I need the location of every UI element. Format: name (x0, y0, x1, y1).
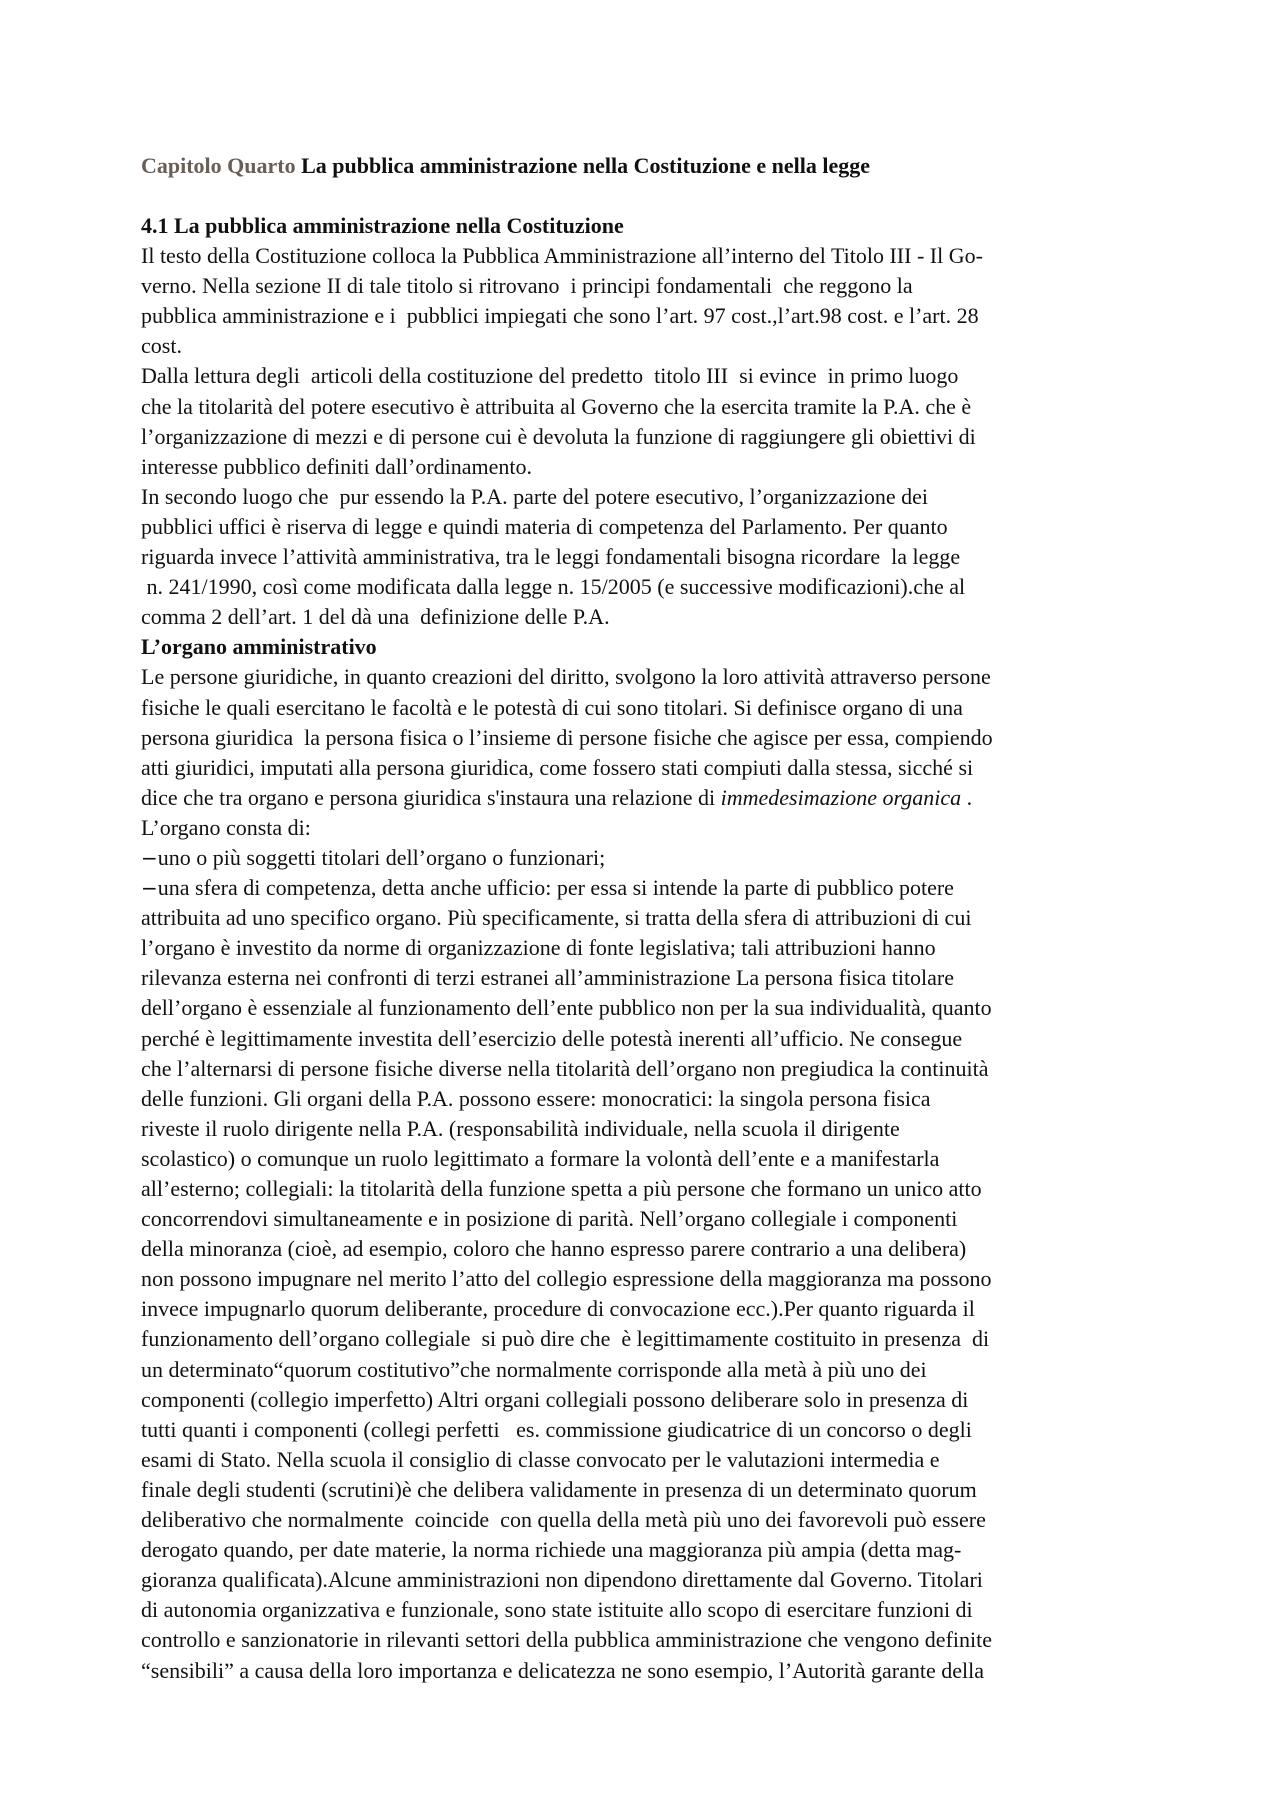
list-item-text: uno o più soggetti titolari dell’organo o funzionari; (157, 844, 606, 870)
text-line: invece impugnarlo quorum deliberante, procedure di convocazione ecc.).Per quanto riguarda il (141, 1296, 975, 1322)
text-line: l’organo è investito da norme di organizzazione di fonte legislativa; tali attribuzioni hanno (141, 935, 936, 961)
text-line: all’esterno; collegiali: la titolarità della funzione spetta a più persone che formano un unico atto (141, 1176, 982, 1201)
section-heading: 4.1 La pubblica amministrazione nella Costituzione (141, 213, 624, 238)
text-line: attribuita ad uno specifico organo. Più specificamente, si tratta della sfera di attribuzioni di cui (141, 905, 972, 931)
text-line: derogato quando, per date materie, la norma richiede una maggioranza più ampia (detta mag- (141, 1537, 962, 1563)
text-line: gioranza qualificata).Alcune amministrazioni non dipendono direttamente dal Governo. Titolari (141, 1567, 983, 1593)
paragraph-1 (141, 241, 1141, 361)
dash-bullet: − (141, 876, 158, 901)
chapter-heading (141, 151, 1141, 181)
paragraph-3 (141, 482, 1141, 632)
text-line: comma 2 dell’art. 1 del dà una definizione delle P.A. (141, 604, 610, 630)
page-content (141, 151, 1141, 1686)
text-line: fisiche le quali esercitano le facoltà e le potestà di cui sono titolari. Si definisce organo di una (141, 694, 963, 720)
text-line: In secondo luogo che pur essendo la P.A. parte del potere esecutivo, l’organizzazione dei (141, 483, 929, 509)
subheading-organo: L’organo amministrativo (141, 634, 377, 660)
text-line: tutti quanti i componenti (collegi perfetti es. commissione giudicatrice di un concorso o degli (141, 1416, 972, 1442)
text-line: riguarda invece l’attività amministrativa, tra le leggi fondamentali bisogna ricordare la legge (141, 544, 961, 570)
italic-term: immedesimazione organica (720, 784, 962, 810)
text-line: pubblica amministrazione e i pubblici impiegati che sono l’art. 97 cost.,l’art.98 cost. e l’art. 28 (141, 303, 979, 329)
text-line: Il testo della Costituzione colloca la Pubblica Amministrazione all’interno del Titolo III - Il Go- (141, 243, 983, 269)
text-line: esami di Stato. Nella scuola il consiglio di classe convocato per le valutazioni intermedia e (141, 1446, 940, 1472)
text-line: che la titolarità del potere esecutivo è attribuita al Governo che la esercita tramite la P.A. che è (141, 393, 972, 419)
text-line: riveste il ruolo dirigente nella P.A. (responsabilità individuale, nella scuola il dirigente (141, 1115, 900, 1141)
paragraph-5 (141, 903, 1141, 1685)
text-line: interesse pubblico definiti dall’ordinamento. (141, 453, 533, 479)
text-before: dice che tra organo e persona giuridica s'instaura una relazione di (141, 784, 721, 810)
list-item (141, 843, 1141, 873)
text-line: funzionamento dell’organo collegiale si può dire che è legittimamente costituito in presenza di (141, 1326, 990, 1352)
list-item (141, 873, 1141, 903)
paragraph-4 (141, 662, 1141, 812)
text-line-italic-term (141, 783, 1141, 813)
text-line: finale degli studenti (scrutini)è che delibera validamente in presenza di un determinato quorum (141, 1476, 977, 1502)
text-line: “sensibili” a causa della loro importanza e delicatezza ne sono esempio, l’Autorità garante della (141, 1657, 984, 1683)
text-line: scolastico) o comunque un ruolo legittimato a formare la volontà dell’ente e a manifestarla (141, 1145, 940, 1171)
dash-bullet: − (141, 845, 158, 870)
organ-intro: L’organo consta di: (141, 814, 311, 840)
text-line: l’organizzazione di mezzi e di persone cui è devoluta la funzione di raggiungere gli obiettivi di (141, 423, 976, 449)
list-item-text: una sfera di competenza, detta anche ufficio: per essa si intende la parte di pubblico potere (157, 875, 954, 901)
text-line: pubblici uffici è riserva di legge e quindi materia di competenza del Parlamento. Per quanto (141, 513, 948, 539)
text-line: componenti (collegio imperfetto) Altri organi collegiali possono deliberare solo in presenza di (141, 1386, 969, 1412)
text-line: verno. Nella sezione II di tale titolo si ritrovano i principi fondamentali che reggono la (141, 273, 913, 299)
text-line: deliberativo che normalmente coincide con quella della metà più uno dei favorevoli può essere (141, 1507, 986, 1533)
text-line: concorrendovi simultaneamente e in posizione di parità. Nell’organo collegiale i componenti (141, 1206, 958, 1232)
text-line: della minoranza (cioè, ad esempio, coloro che hanno espresso parere contrario a una delibera) (141, 1236, 967, 1262)
text-line: Dalla lettura degli articoli della costituzione del predetto titolo III si evince in primo luogo (141, 363, 959, 389)
text-line: un determinato“quorum costitutivo”che normalmente corrisponde alla metà à più uno dei (141, 1356, 927, 1382)
text-line: di autonomia organizzativa e funzionale, sono state istituite allo scopo di esercitare funzioni di (141, 1597, 973, 1623)
text-line: dell’organo è essenziale al funzionamento dell’ente pubblico non per la sua individualità, quanto (141, 995, 992, 1021)
text-line: atti giuridici, imputati alla persona giuridica, come fossero stati compiuti dalla stessa, sicché si (141, 754, 974, 780)
text-line: controllo e sanzionatorie in rilevanti settori della pubblica amministrazione che vengono definite (141, 1627, 992, 1653)
text-line: rilevanza esterna nei confronti di terzi estranei all’amministrazione La persona fisica titolare (141, 965, 955, 991)
chapter-title: La pubblica amministrazione nella Costituzione e nella legge (301, 153, 871, 178)
text-line: perché è legittimamente investita dell’esercizio delle potestà inerenti all’ufficio. Ne consegue (141, 1025, 963, 1051)
text-after: . (961, 784, 973, 810)
text-line: n. 241/1990, così come modificata dalla legge n. 15/2005 (e successive modificazioni).che al (141, 574, 966, 600)
text-line: Le persone giuridiche, in quanto creazioni del diritto, svolgono la loro attività attraverso persone (141, 664, 991, 690)
text-line: delle funzioni. Gli organi della P.A. possono essere: monocratici: la singola persona fisica (141, 1085, 931, 1111)
text-line: che l’alternarsi di persone fisiche diverse nella titolarità dell’organo non pregiudica la continuità (141, 1055, 989, 1081)
text-line: persona giuridica la persona fisica o l’insieme di persone fisiche che agisce per essa, compiendo (141, 724, 993, 750)
text-line: non possono impugnare nel merito l’atto del collegio espressione della maggioranza ma possono (141, 1266, 992, 1292)
chapter-label: Capitolo Quarto (141, 153, 296, 178)
paragraph-2 (141, 361, 1141, 481)
text-line: cost. (141, 333, 182, 359)
